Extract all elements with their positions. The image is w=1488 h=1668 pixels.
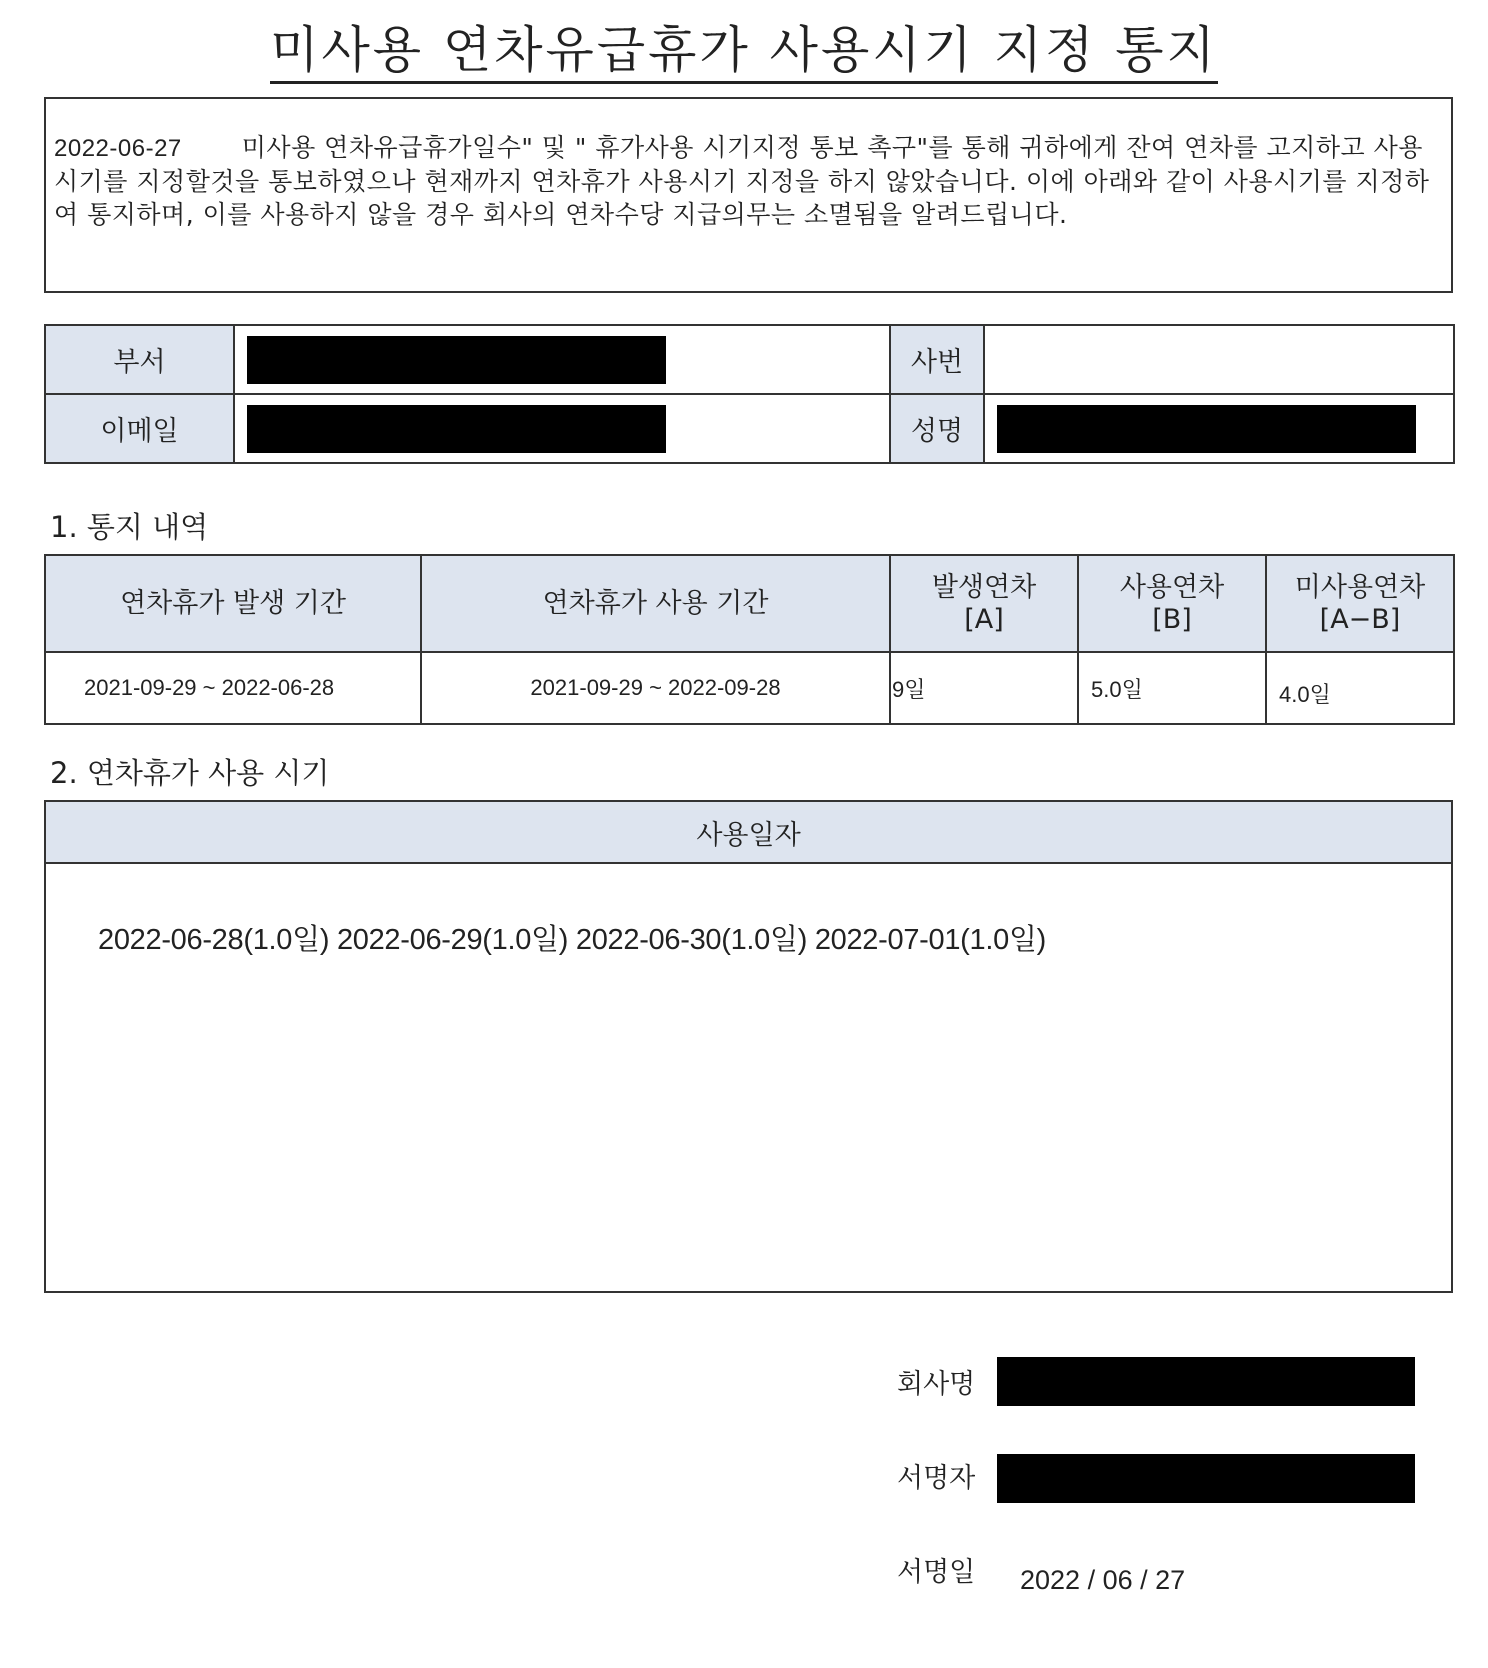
signer-redaction xyxy=(997,1454,1415,1503)
used-header-sub: [B] xyxy=(1152,603,1192,635)
employee-info-table xyxy=(44,324,1455,464)
company-label: 회사명 xyxy=(897,1369,976,1400)
department-value xyxy=(234,325,890,394)
unused-header-sub: [A−B] xyxy=(1319,603,1401,635)
employee-info-row xyxy=(45,325,1454,394)
email-label: 이메일 xyxy=(45,394,234,463)
used-header-label: 사용연차 xyxy=(1119,571,1225,603)
usage-date-header: 사용일자 xyxy=(45,801,1452,863)
accrued-header-label: 발생연차 xyxy=(931,571,1037,603)
accrued-cell: 9일 xyxy=(890,652,1078,724)
accrued-header xyxy=(890,555,1078,652)
usage-period-header: 연차휴가 사용 기간 xyxy=(421,555,890,652)
signer-label: 서명자 xyxy=(897,1463,976,1494)
employee-no-value xyxy=(984,325,1454,394)
sign-date-label: 서명일 xyxy=(897,1557,976,1588)
unused-header xyxy=(1266,555,1454,652)
usage-dates-table xyxy=(44,800,1453,1293)
notice-detail-table xyxy=(44,554,1455,725)
document-title-text: 미사용 연차유급휴가 사용시기 지정 통지 xyxy=(270,21,1218,84)
email-value xyxy=(234,394,890,463)
detail-header-row xyxy=(45,555,1454,652)
name-label: 성명 xyxy=(890,394,984,463)
usage-period-cell: 2021-09-29 ~ 2022-09-28 xyxy=(421,652,890,724)
employee-no-label: 사번 xyxy=(890,325,984,394)
department-label: 부서 xyxy=(45,325,234,394)
document-title xyxy=(0,18,1488,82)
employee-info-row xyxy=(45,394,1454,463)
notice-date: 2022-06-27 xyxy=(54,135,182,162)
unused-cell: 4.0일 xyxy=(1266,652,1454,724)
company-redaction xyxy=(997,1357,1415,1406)
used-header xyxy=(1078,555,1266,652)
accrual-period-header: 연차휴가 발생 기간 xyxy=(45,555,421,652)
detail-data-row xyxy=(45,652,1454,724)
usage-header-row xyxy=(45,801,1452,863)
section2-title: 2. 연차휴가 사용 시기 xyxy=(50,756,330,790)
email-redaction xyxy=(247,405,666,453)
notice-text: 미사용 연차유급휴가일수" 및 " 휴가사용 시기지정 통보 촉구"를 통해 귀하에게 잔여 연차를 고지하고 사용시기를 지정할것을 통보하였으나 현재까지 연차휴가 사용시기 지정을 하지 않았습니다. 이에 아래와 같이 사용시기를 지정하여 통지하며, 이를 사용하지 않을 경우 회사의 연차수당 지급의무는 소멸됨을 알려드립니다. xyxy=(54,133,1430,229)
notice-box xyxy=(44,97,1453,293)
usage-body-row xyxy=(45,863,1452,1292)
used-cell: 5.0일 xyxy=(1078,652,1266,724)
usage-dates-cell xyxy=(45,863,1452,1292)
usage-dates-text: 2022-06-28(1.0일) 2022-06-29(1.0일) 2022-06-30(1.0일) 2022-07-01(1.0일) xyxy=(98,924,1047,956)
section1-title: 1. 통지 내역 xyxy=(50,510,209,544)
name-value xyxy=(984,394,1454,463)
name-redaction xyxy=(997,405,1416,453)
accrual-period-cell: 2021-09-29 ~ 2022-06-28 xyxy=(45,652,421,724)
sign-date-value: 2022 / 06 / 27 xyxy=(1020,1565,1186,1595)
accrued-header-sub: [A] xyxy=(964,603,1004,635)
department-redaction xyxy=(247,336,666,384)
unused-header-label: 미사용연차 xyxy=(1294,571,1426,603)
